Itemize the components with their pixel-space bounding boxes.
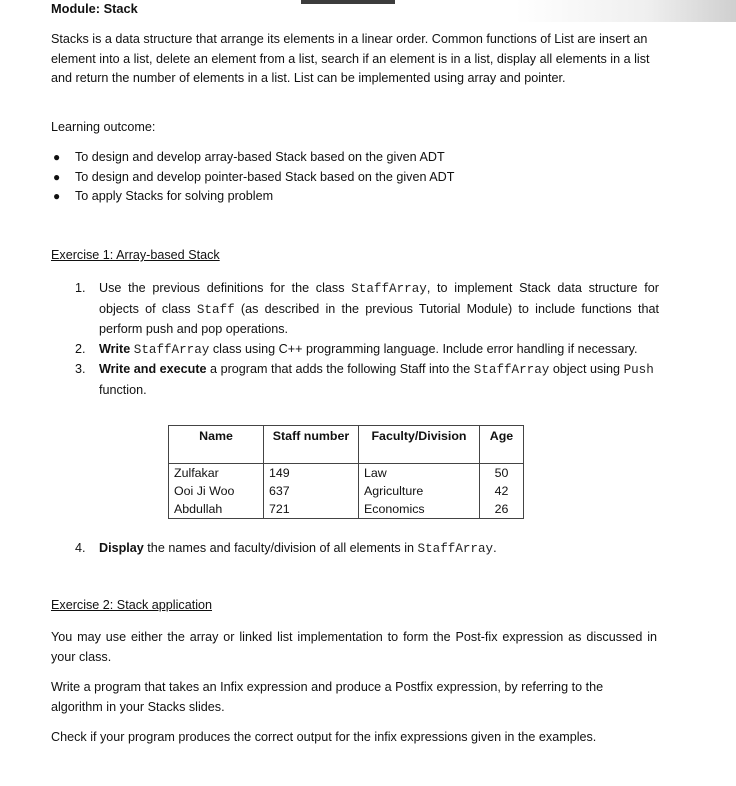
bullet-icon: ●	[53, 150, 61, 164]
bullet-icon: ●	[53, 169, 61, 184]
exercise2-heading: Exercise 2: Stack application	[51, 598, 213, 612]
bullet-icon: ●	[53, 189, 61, 204]
cell-staff-number: 721	[264, 500, 359, 519]
table-row	[169, 464, 524, 483]
top-divider-bar	[301, 0, 395, 4]
list-item: ● To design and develop array-based Stack based on the given ADT	[51, 148, 454, 168]
list-item: ● To apply Stacks for solving problem	[51, 187, 454, 207]
cell-name: Abdullah	[169, 500, 264, 519]
exercise2-paragraph-1: You may use either the array or linked list implementation to form the Post-fix expression as discussed in your class.	[51, 630, 657, 664]
cell-staff-number: 149	[264, 464, 359, 483]
exercise1-item-2: 2. Write StaffArray class using C++ programming language. Include error handling if necessary.	[75, 341, 638, 357]
module-title: Module: Stack	[51, 1, 138, 16]
table-row	[169, 482, 524, 500]
table-row	[169, 500, 524, 519]
cell-age: 26	[480, 500, 524, 519]
exercise1-heading: Exercise 1: Array-based Stack	[51, 248, 220, 262]
cell-staff-number: 637	[264, 482, 359, 500]
exercise1-list-cont	[75, 539, 659, 560]
column-header-name: Name	[169, 426, 264, 464]
exercise2-paragraph-3: Check if your program produces the correct output for the infix expressions given in the examples.	[51, 730, 597, 744]
exercise2-paragraph-2: Write a program that takes an Infix expression and produce a Postfix expression, by referring to the algorithm in your Stacks slides.	[51, 680, 604, 714]
column-header-faculty: Faculty/Division	[359, 426, 480, 464]
cell-name: Zulfakar	[169, 464, 264, 483]
intro-paragraph: Stacks is a data structure that arrange its elements in a linear order. Common functions of List are insert an element into a list, delete an element from a list, search if an element is in a list, display all elements in a list and return the number of elements in a list. List can be implemented using array and pointer.	[51, 32, 650, 85]
cell-age: 42	[480, 482, 524, 500]
cell-faculty: Law	[359, 464, 480, 483]
cell-faculty: Economics	[359, 500, 480, 519]
exercise1-item-3: 3. Write and execute a program that adds the following Staff into the StaffArray object using Push function.	[75, 362, 654, 397]
list-item: ● To design and develop pointer-based Stack based on the given ADT	[51, 168, 454, 188]
learning-outcome-list	[51, 148, 454, 207]
column-header-staff-number: Staff number	[264, 426, 359, 464]
staff-table	[168, 425, 524, 519]
exercise1-list	[75, 279, 659, 401]
table-header-row	[169, 426, 524, 464]
cell-age: 50	[480, 464, 524, 483]
exercise1-item-4: 4. Display the names and faculty/division of all elements in StaffArray.	[75, 541, 497, 556]
column-header-age: Age	[480, 426, 524, 464]
exercise1-item-1: 1. Use the previous definitions for the class StaffArray, to implement Stack data structure for objects of class Staff (as described in the previous Tutorial Module) to include functions that perform push and pop operations.	[75, 281, 659, 337]
learning-outcome-heading: Learning outcome:	[51, 120, 156, 134]
cell-faculty: Agriculture	[359, 482, 480, 500]
cell-name: Ooi Ji Woo	[169, 482, 264, 500]
